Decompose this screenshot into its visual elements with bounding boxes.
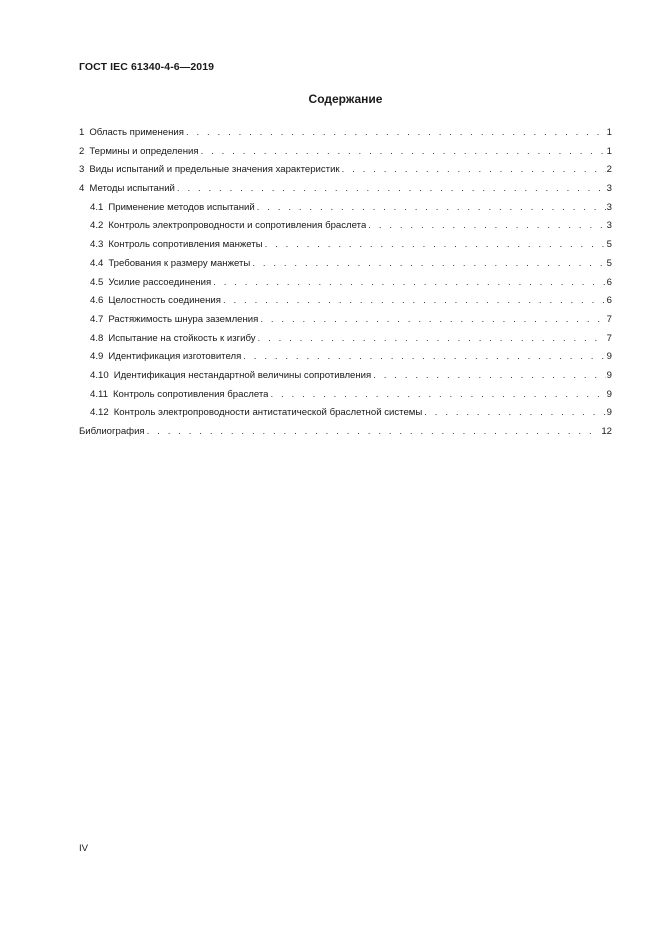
toc-entry-page: 7 [606, 313, 612, 325]
toc-entry-4-2[interactable] [79, 217, 612, 236]
toc-entry-4-12[interactable] [79, 404, 612, 423]
toc-entry-page: 3 [606, 183, 612, 195]
toc-entry-4-9[interactable] [79, 348, 612, 367]
toc-entry-1[interactable] [79, 124, 612, 143]
toc-entry-4-5[interactable] [79, 274, 612, 293]
toc-leader-dots [147, 423, 601, 442]
toc-entry-label [90, 386, 268, 405]
toc-leader-dots [265, 236, 606, 255]
toc-leader-dots [373, 367, 605, 386]
toc-entry-label [90, 404, 422, 423]
toc-title: Содержание [308, 92, 383, 106]
toc-entry-number: 4.2 [90, 220, 104, 232]
toc-entry-page: 2 [606, 164, 612, 176]
toc-leader-dots [186, 124, 606, 143]
toc-entry-number: 3 [79, 164, 85, 176]
toc-entry-text: Контроль сопротивления манжеты [108, 239, 263, 251]
toc-entry-label [79, 143, 199, 162]
toc-leader-dots [258, 330, 606, 349]
toc-entry-number: 4.10 [90, 369, 109, 381]
toc-entry-text: Контроль электропроводности антистатической браслетной системы [113, 407, 423, 419]
toc-entry-text: Целостность соединения [108, 295, 221, 307]
toc-entry-page: 3 [606, 201, 612, 213]
toc-entry-text: Область применения [89, 127, 184, 138]
toc-leader-dots [342, 161, 606, 180]
toc-entry-page: 9 [606, 407, 612, 419]
toc-entry-number: 4.8 [90, 332, 104, 344]
toc-leader-dots [424, 404, 605, 423]
toc-leader-dots [270, 386, 605, 405]
table-of-contents [79, 124, 612, 442]
toc-entry-label [79, 124, 184, 143]
toc-entry-label [79, 180, 175, 199]
toc-entry-label [79, 161, 340, 180]
toc-entry-4-6[interactable] [79, 292, 612, 311]
toc-entry-text: Идентификация нестандартной величины сопротивления [113, 369, 372, 381]
toc-entry-text: Испытание на стойкость к изгибу [108, 332, 256, 344]
toc-entry-page: 1 [606, 145, 612, 157]
toc-entry-label [90, 236, 263, 255]
toc-entry-text: Усилие рассоединения [108, 276, 212, 288]
toc-entry-number: 4.9 [90, 351, 104, 363]
toc-leader-dots [368, 217, 605, 236]
toc-entry-page: 9 [606, 351, 612, 363]
toc-leader-dots [223, 292, 606, 311]
toc-entry-page: 12 [601, 426, 612, 437]
toc-entry-4-10[interactable] [79, 367, 612, 386]
toc-entry-text: Контроль электропроводности и сопротивления браслета [108, 220, 367, 232]
toc-entry-text: Библиография [79, 426, 145, 437]
toc-entry-label [90, 348, 241, 367]
toc-entry-number: 4.5 [90, 276, 104, 288]
toc-leader-dots [201, 143, 606, 162]
toc-entry-text: Контроль сопротивления браслета [112, 388, 269, 400]
toc-entry-label [90, 274, 211, 293]
toc-entry-4-3[interactable] [79, 236, 612, 255]
toc-entry-page: 9 [606, 388, 612, 400]
toc-leader-dots [177, 180, 606, 199]
toc-entry-label [90, 199, 255, 218]
toc-entry-4[interactable] [79, 180, 612, 199]
page-number: IV [79, 843, 89, 854]
toc-leader-dots [260, 311, 605, 330]
toc-entry-number: 1 [79, 127, 85, 138]
toc-entry-page: 5 [606, 239, 612, 251]
toc-entry-number: 4.4 [90, 257, 104, 269]
toc-leader-dots [252, 255, 605, 274]
toc-entry-text: Методы испытаний [89, 183, 175, 195]
toc-entry-label [79, 423, 145, 442]
toc-entry-page: 3 [606, 220, 612, 232]
toc-entry-4-8[interactable] [79, 330, 612, 349]
toc-leader-dots [243, 348, 605, 367]
toc-leader-dots [257, 199, 606, 218]
toc-entry-number: 4.11 [90, 388, 108, 400]
toc-entry-4-4[interactable] [79, 255, 612, 274]
toc-entry-label [90, 330, 256, 349]
toc-entry-label [90, 311, 258, 330]
toc-entry-number: 4.12 [90, 407, 109, 419]
toc-entry-label [90, 292, 221, 311]
toc-entry-page: 5 [606, 257, 612, 269]
toc-entry-3[interactable] [79, 161, 612, 180]
toc-entry-number: 4.3 [90, 239, 104, 251]
toc-entry-number: 4.1 [90, 201, 104, 213]
toc-entry-number: 2 [79, 145, 85, 157]
toc-entry-number: 4.6 [90, 295, 104, 307]
toc-entry-page: 7 [606, 332, 612, 344]
toc-entry-label [90, 217, 366, 236]
toc-entry-label [90, 255, 250, 274]
toc-entry-text: Требования к размеру манжеты [108, 257, 251, 269]
document-id-header: ГОСТ IEC 61340-4-6—2019 [79, 61, 215, 73]
toc-entry-label [90, 367, 371, 386]
toc-leader-dots [213, 274, 605, 293]
toc-entry-text: Термины и определения [89, 145, 199, 157]
toc-entry-4-1[interactable] [79, 199, 612, 218]
toc-entry-page: 6 [606, 276, 612, 288]
toc-entry-page: 1 [606, 127, 612, 138]
toc-entry-text: Применение методов испытаний [108, 201, 255, 213]
toc-entry-bibliography[interactable] [79, 423, 612, 442]
toc-entry-4-7[interactable] [79, 311, 612, 330]
toc-entry-number: 4.7 [90, 313, 104, 325]
toc-entry-text: Идентификация изготовителя [108, 351, 242, 363]
toc-entry-page: 6 [606, 295, 612, 307]
toc-entry-4-11[interactable] [79, 386, 612, 405]
toc-entry-2[interactable] [79, 143, 612, 162]
toc-entry-text: Растяжимость шнура заземления [108, 313, 259, 325]
toc-entry-page: 9 [606, 369, 612, 381]
toc-entry-text: Виды испытаний и предельные значения характеристик [89, 164, 340, 176]
toc-entry-number: 4 [79, 183, 85, 195]
